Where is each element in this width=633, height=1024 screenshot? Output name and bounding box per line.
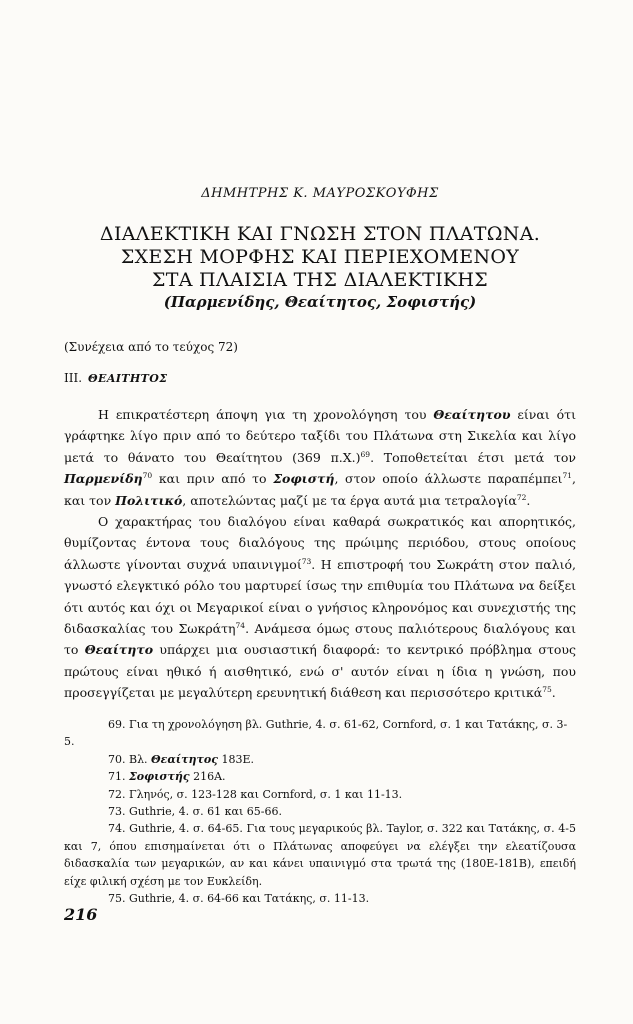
footnote-75	[64, 890, 576, 907]
section-heading	[64, 371, 167, 385]
author-name: ΔΗΜΗΤΡΗΣ Κ. ΜΑΥΡΟΣΚΟΥΦΗΣ	[201, 186, 439, 201]
work-title: Θεαίτητος	[151, 752, 218, 766]
footnote-number: 74.	[108, 822, 126, 836]
text-run: .	[526, 492, 531, 508]
work-title: Παρμενίδη	[64, 471, 143, 487]
text-run: υπάρχει μια ουσιαστική διαφορά: το κεντρικό πρόβλημα στους πρώτους είναι ηθικό ή αισθητικό, ενώ σ' αυτόν είναι η ίδια η γνώση, που προσεγγίζεται με μεγαλύτερη ερευνητική διάθεση και περισσότερο κριτικά	[64, 642, 576, 701]
footnote-71	[64, 768, 576, 785]
text-run: και πριν από το	[152, 471, 274, 487]
work-title: Θεαίτητου	[433, 407, 511, 422]
section-title: ΘΕΑΙΤΗΤΟΣ	[88, 372, 168, 385]
footnote-73	[64, 803, 576, 820]
section-number: III.	[64, 371, 83, 385]
footnote-text: 183Ε.	[217, 752, 254, 766]
text-run: . Τοποθετείται έτσι μετά τον	[370, 449, 576, 465]
footnotes	[64, 716, 576, 907]
work-title: Θεαίτητο	[84, 642, 154, 658]
footnote-number: 75.	[108, 892, 126, 906]
footnote-ref: 73	[301, 556, 312, 566]
footnote-text: Γληνός, σ. 123-128 και Cornford, σ. 1 και 11-13.	[125, 787, 403, 801]
footnote-text: Βλ.	[125, 752, 152, 766]
paragraph	[64, 404, 576, 511]
journal-page	[64, 0, 576, 1024]
footnote-number: 69.	[108, 718, 126, 731]
page-number: 216	[64, 905, 98, 924]
footnote-69	[64, 716, 576, 751]
work-title: Πολιτικό	[115, 492, 183, 508]
body-text	[64, 404, 576, 704]
text-run: , αποτελώντας μαζί με τα έργα αυτά μια τετραλογία	[182, 492, 517, 508]
footnote-ref: 75	[542, 685, 552, 695]
footnote-ref: 74	[235, 620, 246, 630]
footnote-number: 73.	[108, 805, 126, 819]
title-line-3: ΣΤΑ ΠΛΑΙΣΙΑ ΤΗΣ ΔΙΑΛΕΚΤΙΚΗΣ	[151, 269, 488, 291]
text-run: , και τον	[64, 471, 576, 508]
text-run: .	[551, 685, 556, 701]
footnote-ref: 69	[360, 449, 371, 459]
footnote-number: 72.	[108, 787, 126, 801]
text-run: είναι ότι γράφτηκε λίγο πριν από το δεύτερο ταξίδι του Πλάτωνα στη Σικελία και λίγο μετά το θάνατο του Θεαίτητου (369 π.Χ.)	[64, 407, 576, 465]
text-run: Η επικρατέστερη άποψη για τη χρονολόγηση του	[98, 407, 434, 422]
footnote-74	[64, 820, 576, 890]
footnote-ref: 72	[516, 492, 527, 502]
footnote-number: 70.	[108, 752, 126, 766]
footnote-text: Guthrie, 4. σ. 64-65. Για τους μεγαρικούς βλ. Taylor, σ. 322 και Τατάκης, σ. 4-5 και 7, όπου επισημαίνεται ότι ο Πλάτωνας αποφεύγει να ελέγξει την ελεατίζουσα διδασκαλία των μεγαρικών, αν και κάνει υπαινιγμό στα τρωτά της (180Ε-181Β), επειδή είχε φιλική σχέση με τον Ευκλείδη.	[64, 822, 576, 888]
paragraph	[64, 511, 576, 704]
footnote-72	[64, 786, 576, 803]
text-run: Ο χαρακτήρας του διαλόγου είναι καθαρά σωκρατικός και απορητικός, θυμίζοντας έντονα τους διαλόγους της πρώιμης περιόδου, στους οποίους άλλωστε γίνονται συχνά υπαινιγμοί	[64, 514, 576, 572]
footnote-70	[64, 751, 576, 768]
article-subtitle: (Παρμενίδης, Θεαίτητος, Σοφιστής)	[163, 293, 477, 311]
footnote-ref: 71	[562, 471, 573, 481]
title-line-1: ΔΙΑΛΕΚΤΙΚΗ ΚΑΙ ΓΝΩΣΗ ΣΤΟΝ ΠΛΑΤΩΝΑ.	[99, 223, 541, 245]
footnote-ref: 70	[142, 471, 153, 481]
text-run: , στον οποίο άλλωστε παραπέμπει	[334, 471, 563, 487]
title-line-2: ΣΧΕΣΗ ΜΟΡΦΗΣ ΚΑΙ ΠΕΡΙΕΧΟΜΕΝΟΥ	[120, 246, 520, 268]
work-title: Σοφιστή	[273, 471, 335, 487]
text-run: . Ανάμεσα όμως στους παλιότερους διαλόγους και το	[64, 621, 576, 658]
work-title: Σοφιστής	[129, 770, 190, 784]
footnote-text: 216Α.	[189, 770, 226, 784]
footnote-number: 71.	[108, 770, 126, 784]
text-run: . Η επιστροφή του Σωκράτη στον παλιό, γνωστό ελεγκτικό ρόλο του μαρτυρεί ίσως την επιθυμία του Πλάτωνα να δείξει ότι αυτός και όχι οι Μεγαρικοί είναι ο γνήσιος κληρονόμος και συνεχιστής της διδασκαλίας του Σωκράτη	[64, 556, 576, 637]
article-title	[64, 223, 576, 313]
continuation-note: (Συνέχεια από το τεύχος 72)	[64, 340, 238, 354]
footnote-text: Guthrie, 4. σ. 61 και 65-66.	[125, 805, 282, 819]
footnote-text: Για τη χρονολόγηση βλ. Guthrie, 4. σ. 61-62, Cornford, σ. 1 και Τατάκης, σ. 3-5.	[64, 718, 568, 749]
footnote-text: Guthrie, 4. σ. 64-66 και Τατάκης, σ. 11-13.	[125, 892, 370, 906]
